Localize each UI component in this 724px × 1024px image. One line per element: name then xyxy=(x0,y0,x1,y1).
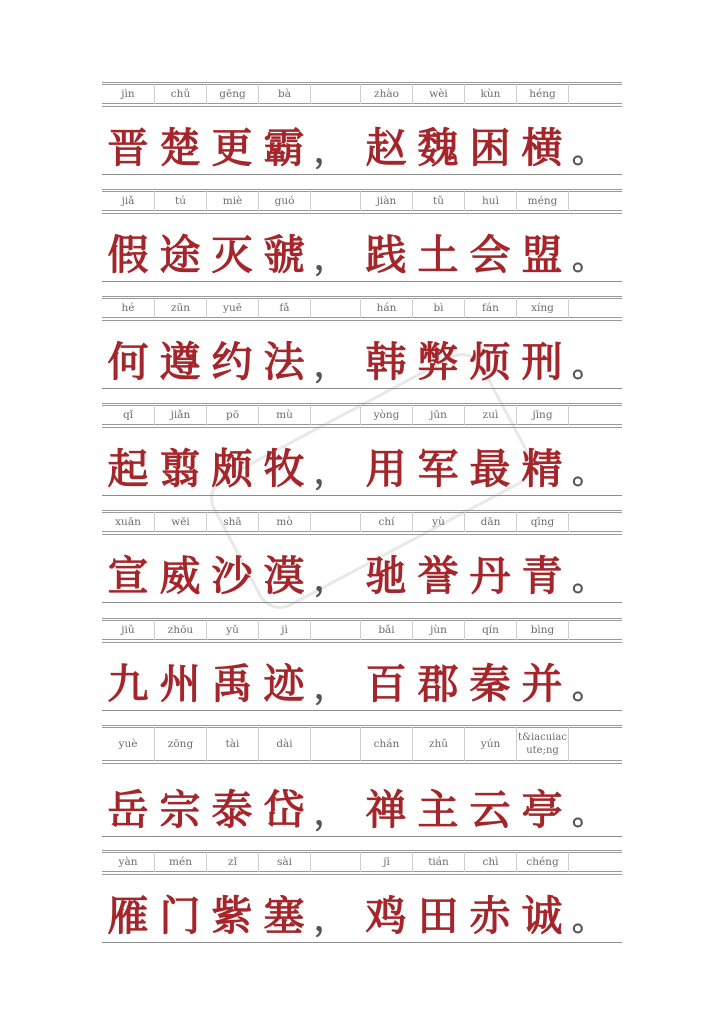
pinyin-syllable: yún xyxy=(464,727,516,761)
pinyin-syllable: chǔ xyxy=(154,84,206,104)
pinyin-syllable: fán xyxy=(464,298,516,318)
punctuation-mark: ， xyxy=(314,560,347,598)
hanzi-character: 赵 xyxy=(365,123,407,172)
hanzi-character: 约 xyxy=(211,337,253,386)
pinyin-syllable: dān xyxy=(464,512,516,532)
pinyin-syllable: fǎ xyxy=(258,298,310,318)
hanzi-character: 州 xyxy=(159,659,201,708)
pinyin-syllable: xíng xyxy=(516,298,568,318)
pinyin-syllable: jùn xyxy=(412,620,464,640)
pinyin-syllable: jiǎ xyxy=(121,195,135,207)
pinyin-syllable: héng xyxy=(516,84,568,104)
pinyin-syllable: bì xyxy=(412,298,464,318)
pinyin-syllable: méng xyxy=(516,191,568,211)
hanzi-character: 颇 xyxy=(211,444,253,493)
punctuation-mark: ， xyxy=(314,900,347,938)
pinyin-syllable: miè xyxy=(206,191,258,211)
hanzi-character: 虢 xyxy=(263,230,305,279)
pinyin-syllable: zōng xyxy=(154,727,206,761)
hanzi-character: 困 xyxy=(469,123,511,172)
pinyin-syllable: jī xyxy=(360,852,412,872)
pinyin-syllable: bǎi xyxy=(360,620,412,640)
punctuation-mark: ， xyxy=(314,346,347,384)
hanzi-character: 假 xyxy=(107,230,149,279)
pinyin-syllable: jì xyxy=(258,620,310,640)
pinyin-syllable: xuān xyxy=(115,516,141,528)
pinyin-syllable: yàn xyxy=(118,856,138,868)
punctuation-mark: ， xyxy=(314,453,347,491)
punctuation-mark: 。 xyxy=(572,132,605,170)
verse-line xyxy=(102,0,622,1024)
hanzi-character: 会 xyxy=(469,230,511,279)
hanzi-character: 魏 xyxy=(417,123,459,172)
pinyin-syllable: yuē xyxy=(206,298,258,318)
pinyin-syllable: gēng xyxy=(206,84,258,104)
pinyin-syllable: t&iacuiac ute;ng xyxy=(516,727,568,761)
pinyin-syllable: zhōu xyxy=(154,620,206,640)
hanzi-character: 泰 xyxy=(211,785,253,834)
pinyin-syllable: guó xyxy=(258,191,310,211)
hanzi-character: 主 xyxy=(417,785,459,834)
hanzi-character: 漠 xyxy=(263,551,305,600)
hanzi-character: 翦 xyxy=(159,444,201,493)
pinyin-syllable: chì xyxy=(464,852,516,872)
pinyin-syllable: jīng xyxy=(516,405,568,425)
pinyin-syllable: kùn xyxy=(464,84,516,104)
hanzi-character: 云 xyxy=(469,785,511,834)
punctuation-mark: 。 xyxy=(572,453,605,491)
hanzi-character: 誉 xyxy=(417,551,459,600)
hanzi-character: 诚 xyxy=(521,891,563,940)
hanzi-character: 迹 xyxy=(263,659,305,708)
hanzi-character: 盟 xyxy=(521,230,563,279)
hanzi-character: 郡 xyxy=(417,659,459,708)
pinyin-syllable: chéng xyxy=(516,852,568,872)
pinyin-rule xyxy=(102,850,622,851)
hanzi-character: 宣 xyxy=(107,551,149,600)
hanzi-character: 弊 xyxy=(417,337,459,386)
pinyin-syllable: bìng xyxy=(516,620,568,640)
hanzi-character: 威 xyxy=(159,551,201,600)
pinyin-syllable: yǔ xyxy=(206,620,258,640)
hanzi-character: 赤 xyxy=(469,891,511,940)
pinyin-syllable: tú xyxy=(154,191,206,211)
hanzi-character: 门 xyxy=(159,891,201,940)
hanzi-character: 亭 xyxy=(521,785,563,834)
hanzi-character: 践 xyxy=(365,230,407,279)
pinyin-syllable: zuì xyxy=(464,405,516,425)
hanzi-character: 土 xyxy=(417,230,459,279)
pinyin-syllable: zhào xyxy=(360,84,412,104)
hanzi-character: 起 xyxy=(107,444,149,493)
hanzi-character: 灭 xyxy=(211,230,253,279)
pinyin-row xyxy=(102,852,622,872)
hanzi-character: 精 xyxy=(521,444,563,493)
hanzi-character: 楚 xyxy=(159,123,201,172)
hanzi-character: 秦 xyxy=(469,659,511,708)
pinyin-syllable xyxy=(310,852,360,872)
pinyin-syllable: hé xyxy=(121,302,135,314)
hanzi-character: 禅 xyxy=(365,785,407,834)
hanzi-character: 晋 xyxy=(107,123,149,172)
pinyin-syllable: tǔ xyxy=(412,191,464,211)
pinyin-syllable: yù xyxy=(412,512,464,532)
hanzi-character: 刑 xyxy=(521,337,563,386)
pinyin-syllable: tián xyxy=(412,852,464,872)
hanzi-character: 鸡 xyxy=(365,891,407,940)
hanzi-character: 雁 xyxy=(107,891,149,940)
pinyin-syllable: huì xyxy=(464,191,516,211)
hanzi-character: 九 xyxy=(107,659,149,708)
hanzi-character: 烦 xyxy=(469,337,511,386)
punctuation-mark: 。 xyxy=(572,794,605,832)
hanzi-character: 丹 xyxy=(469,551,511,600)
hanzi-row xyxy=(102,884,622,940)
hanzi-character: 何 xyxy=(107,337,149,386)
punctuation-mark: 。 xyxy=(572,560,605,598)
hanzi-character: 用 xyxy=(365,444,407,493)
pinyin-syllable: mò xyxy=(258,512,310,532)
pinyin-syllable: tài xyxy=(206,727,258,761)
punctuation-mark: 。 xyxy=(572,239,605,277)
hanzi-character: 宗 xyxy=(159,785,201,834)
pinyin-syllable: zǐ xyxy=(206,852,258,872)
punctuation-mark: 。 xyxy=(572,900,605,938)
hanzi-character: 横 xyxy=(521,123,563,172)
pinyin-syllable: qǐ xyxy=(122,409,134,421)
punctuation-mark: ， xyxy=(314,239,347,277)
hanzi-character: 更 xyxy=(211,123,253,172)
hanzi-character: 青 xyxy=(521,551,563,600)
pinyin-syllable: jiǎn xyxy=(154,405,206,425)
hanzi-character: 并 xyxy=(521,659,563,708)
hanzi-character: 百 xyxy=(365,659,407,708)
pinyin-syllable: zhǔ xyxy=(412,727,464,761)
pinyin-syllable: jūn xyxy=(412,405,464,425)
pinyin-syllable: chí xyxy=(360,512,412,532)
hanzi-character: 禹 xyxy=(211,659,253,708)
hanzi-character: 遵 xyxy=(159,337,201,386)
pinyin-syllable: hán xyxy=(360,298,412,318)
punctuation-mark: 。 xyxy=(572,668,605,706)
hanzi-character: 岳 xyxy=(107,785,149,834)
punctuation-mark: ， xyxy=(314,668,347,706)
hanzi-character: 沙 xyxy=(211,551,253,600)
pinyin-syllable: sài xyxy=(258,852,310,872)
hanzi-character: 驰 xyxy=(365,551,407,600)
pinyin-syllable: qín xyxy=(464,620,516,640)
pinyin-syllable: jìn xyxy=(121,88,135,100)
pinyin-syllable: bà xyxy=(258,84,310,104)
hanzi-character: 韩 xyxy=(365,337,407,386)
writing-baseline xyxy=(102,942,622,943)
punctuation-mark: ， xyxy=(314,794,347,832)
pinyin-syllable: dài xyxy=(258,727,310,761)
punctuation-mark: 。 xyxy=(572,346,605,384)
hanzi-character: 霸 xyxy=(263,123,305,172)
pinyin-syllable: zūn xyxy=(154,298,206,318)
hanzi-character: 最 xyxy=(469,444,511,493)
pinyin-syllable: yuè xyxy=(118,738,138,750)
hanzi-character: 塞 xyxy=(263,891,305,940)
pinyin-rule xyxy=(102,874,622,875)
punctuation-mark: ， xyxy=(314,132,347,170)
pinyin-syllable: wēi xyxy=(154,512,206,532)
pinyin-syllable: jiǔ xyxy=(121,624,135,636)
hanzi-character: 军 xyxy=(417,444,459,493)
hanzi-character: 岱 xyxy=(263,785,305,834)
pinyin-syllable: mù xyxy=(258,405,310,425)
pinyin-syllable: mén xyxy=(154,852,206,872)
pinyin-syllable: qīng xyxy=(516,512,568,532)
pinyin-syllable: pō xyxy=(206,405,258,425)
hanzi-character: 法 xyxy=(263,337,305,386)
hanzi-character: 途 xyxy=(159,230,201,279)
hanzi-character: 牧 xyxy=(263,444,305,493)
pinyin-syllable: chán xyxy=(360,727,412,761)
pinyin-syllable: yòng xyxy=(360,405,412,425)
hanzi-character: 紫 xyxy=(211,891,253,940)
pinyin-syllable: wèi xyxy=(412,84,464,104)
hanzi-character: 田 xyxy=(417,891,459,940)
pinyin-syllable: jiàn xyxy=(360,191,412,211)
pinyin-syllable xyxy=(568,852,618,872)
pinyin-syllable: shā xyxy=(206,512,258,532)
